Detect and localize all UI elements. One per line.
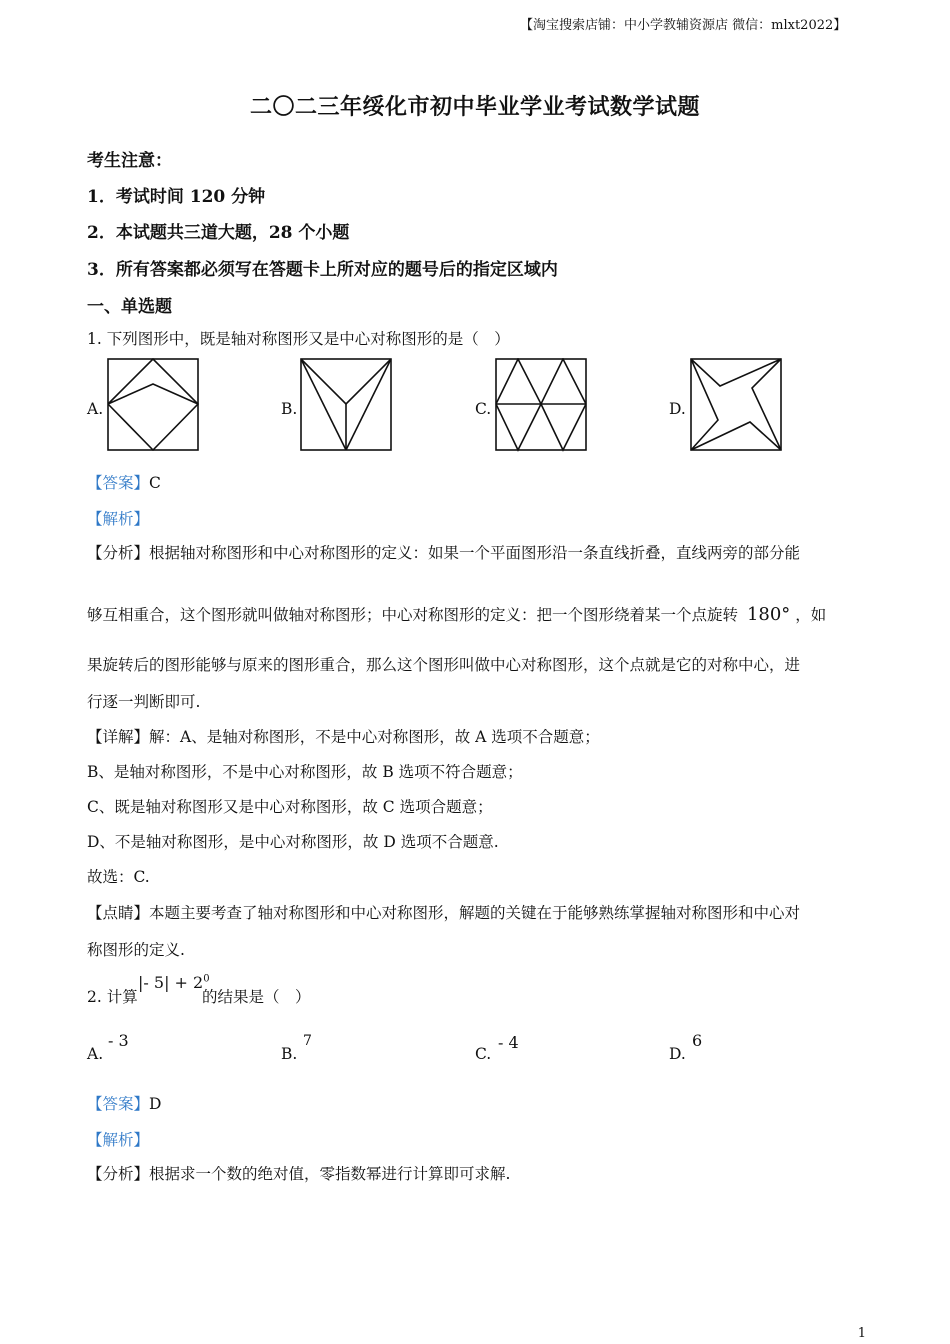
option-d-label: D. <box>669 400 686 418</box>
expression-exponent: 0 <box>203 973 210 985</box>
figure-b-right-diag <box>346 359 391 450</box>
page-title: 二〇二三年绥化市初中毕业学业考试数学试题 <box>249 94 700 120</box>
comment-line: 称图形的定义. <box>87 941 185 959</box>
notice-item: 2．本试题共三道大题，28 个小题 <box>87 223 350 243</box>
notice-heading: 考生注意： <box>87 151 172 171</box>
option-c-value: - 4 <box>498 1033 519 1052</box>
figure-a <box>107 358 199 452</box>
notice-item: 3．所有答案都必须写在答题卡上所对应的题号后的指定区域内 <box>87 260 558 280</box>
option-c-label: C. <box>475 400 492 418</box>
analysis-line: 【分析】根据求一个数的绝对值，零指数幂进行计算即可求解. <box>87 1165 511 1183</box>
detail-line: C、既是轴对称图形又是中心对称图形，故 C 选项合题意； <box>87 798 493 816</box>
option-b-label: B. <box>281 400 298 418</box>
answer-value: C <box>149 474 161 492</box>
detail-line: 【详解】解：A、是轴对称图形，不是中心对称图形，故 A 选项不合题意； <box>87 728 600 746</box>
figure-a-inner-v <box>108 384 198 404</box>
question-2-expression <box>138 973 210 992</box>
analysis-line: 果旋转后的图形能够与原来的图形重合，那么这个图形叫做中心对称图形，这个点就是它的对称中心，进 <box>87 656 801 674</box>
section-heading: 一、单选题 <box>87 297 172 317</box>
figure-c <box>495 358 587 452</box>
analysis-line: 【分析】根据轴对称图形和中心对称图形的定义：如果一个平面图形沿一条直线折叠，直线两旁的部分能 <box>87 544 801 562</box>
analysis-tag: 【解析】 <box>87 510 150 528</box>
figure-d-pinwheel <box>691 359 781 450</box>
comment-line: 【点睛】本题主要考查了轴对称图形和中心对称图形，解题的关键在于能够熟练掌握轴对称图形和中心对 <box>87 904 801 922</box>
detail-line: 故选：C. <box>87 868 150 886</box>
notice-item: 1．考试时间 120 分钟 <box>87 187 266 207</box>
header-note: 【淘宝搜索店铺：中小学教辅资源店 微信：mlxt2022】 <box>520 18 847 33</box>
question-1-stem: 1. 下列图形中，既是轴对称图形又是中心对称图形的是（ ） <box>87 330 510 348</box>
figure-b-top-v <box>301 359 391 404</box>
question-2-stem-suffix: 的结果是（ ） <box>202 988 311 1006</box>
analysis-line: 够互相重合，这个图形就叫做轴对称图形；中心对称图形的定义：把一个图形绕着某一个点旋转 <box>87 606 739 624</box>
option-a-label: A. <box>87 400 104 418</box>
detail-line: B、是轴对称图形，不是中心对称图形，故 B 选项不符合题意； <box>87 763 523 781</box>
figure-c-top-zigzag <box>496 359 586 404</box>
expression-text: |- 5| + 2 <box>138 973 204 992</box>
option-d-label: D. <box>669 1045 686 1063</box>
answer-value: D <box>149 1095 162 1113</box>
analysis-line: 行逐一判断即可. <box>87 693 201 711</box>
option-a-label: A. <box>87 1045 104 1063</box>
option-b-label: B. <box>281 1045 298 1063</box>
question-2-stem-prefix: 2. 计算 <box>87 988 138 1006</box>
analysis-line: ，如 <box>795 606 827 624</box>
figure-a-square <box>108 359 198 450</box>
angle-180: 180° <box>746 604 791 625</box>
answer-tag: 【答案】 <box>87 1095 150 1113</box>
option-d-value: 6 <box>692 1031 703 1050</box>
figure-b-left-diag <box>301 359 346 450</box>
option-c-label: C. <box>475 1045 492 1063</box>
figure-d <box>690 358 782 452</box>
detail-line: D、不是轴对称图形，是中心对称图形，故 D 选项不合题意. <box>87 833 499 851</box>
analysis-tag: 【解析】 <box>87 1131 150 1149</box>
option-b-value: 7 <box>303 1033 312 1049</box>
answer-tag: 【答案】 <box>87 474 150 492</box>
page-number: 1 <box>857 1326 866 1341</box>
figure-b <box>300 358 392 452</box>
figure-c-bottom-zigzag <box>496 404 586 450</box>
figure-a-diamond <box>108 359 198 450</box>
option-a-value: - 3 <box>108 1031 129 1050</box>
